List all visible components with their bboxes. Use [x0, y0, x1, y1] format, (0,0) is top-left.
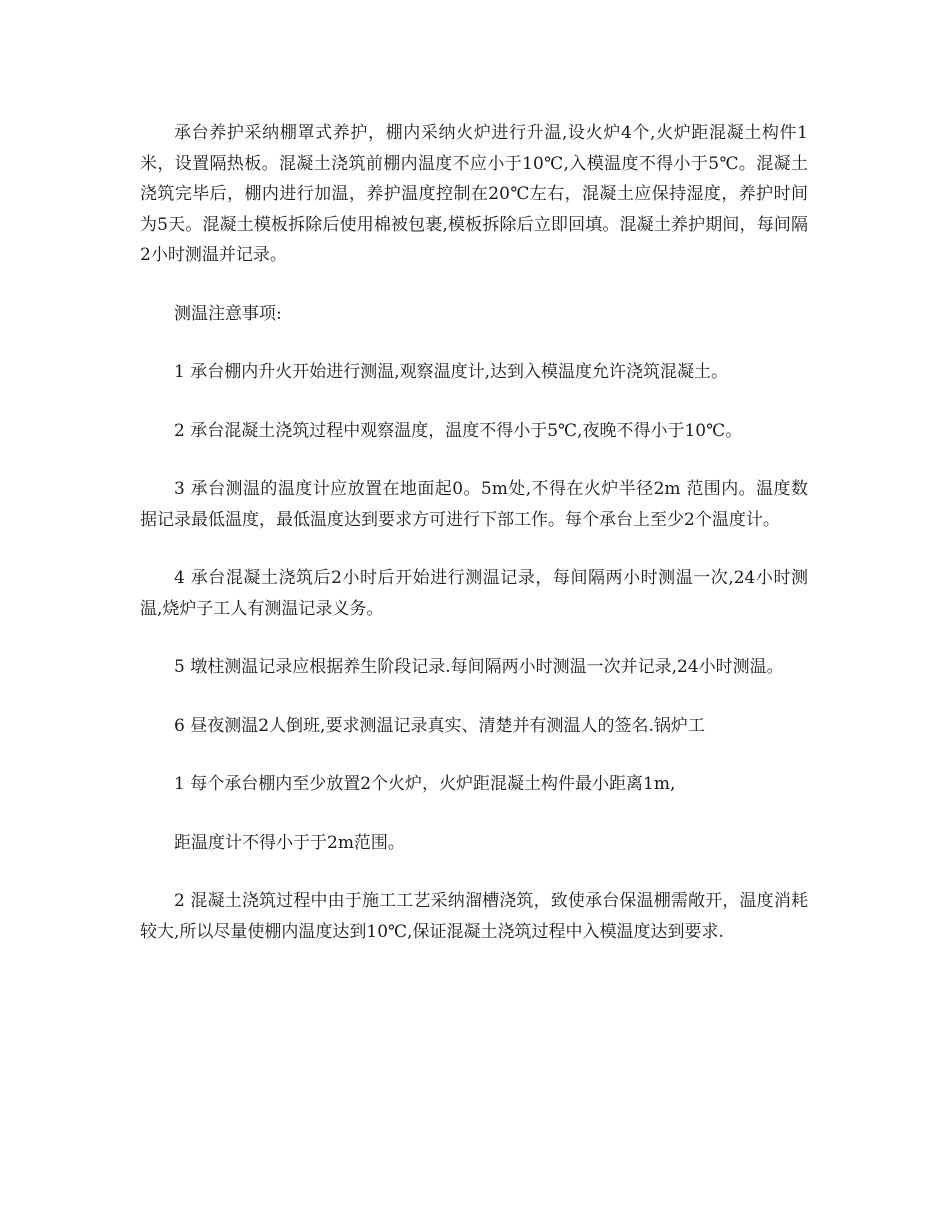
paragraph-gap [140, 388, 808, 416]
paragraph-gap [140, 271, 808, 299]
paragraph-gap [140, 446, 808, 474]
paragraph-note-1: 1 承台棚内升火开始进行测温,观察温度计,达到入模温度允许浇筑混凝土。 [174, 362, 729, 382]
paragraph-curing-method: 承台养护采纳棚罩式养护，棚内采纳火炉进行升温,设火炉4个,火炉距混凝土构件1米，设置隔热板。混凝土浇筑前棚内温度不应小于10℃,入模温度不得小于5℃。混凝土浇筑完毕后，棚内进行加温，养护温度控制在20℃左右，混凝土应保持湿度，养护时间为5天。混凝土模板拆除后使用棉被包裹,模板拆除后立即回填。混凝土养护期间，每间隔2小时测温并记录。 [140, 123, 808, 265]
document-body [140, 118, 808, 947]
paragraph-note-6: 6 昼夜测温2人倒班,要求测温记录真实、清楚并有测温人的签名.锅炉工 [174, 715, 705, 736]
paragraph-gap [140, 329, 808, 357]
paragraph-note-5: 5 墩柱测温记录应根据养生阶段记录.每间隔两小时测温一次并记录,24小时测温。 [174, 657, 784, 677]
paragraph-note-3: 3 承台测温的温度计应放置在地面起0。5m处,不得在火炉半径2m 范围内。温度数据记录最低温度，最低温度达到要求方可进行下部工作。每个承台上至少2个温度计。 [140, 479, 808, 530]
paragraph-gap [140, 624, 808, 652]
paragraph-boiler-1: 1 每个承台棚内至少放置2个火炉，火炉距混凝土构件最小距离1m, [174, 774, 676, 794]
paragraph-gap [140, 535, 808, 563]
paragraph-boiler-2: 2 混凝土浇筑过程中由于施工工艺采纳溜槽浇筑，致使承台保温棚需敞开，温度消耗较大,所以尽量使棚内温度达到10℃,保证混凝土浇筑过程中入模温度达到要求. [140, 891, 808, 942]
paragraph-gap [140, 800, 808, 828]
paragraph-note-2: 2 承台混凝土浇筑过程中观察温度，温度不得小于5℃,夜晚不得小于10℃。 [174, 420, 743, 441]
paragraph-gap [140, 683, 808, 711]
paragraph-note-4: 4 承台混凝土浇筑后2小时后开始进行测温记录，每间隔两小时测温一次,24小时测温,烧炉子工人有测温记录义务。 [140, 568, 808, 619]
paragraph-gap [140, 858, 808, 886]
paragraph-gap [140, 741, 808, 769]
paragraph-boiler-1-cont: 距温度计不得小于于2m范围。 [174, 832, 405, 853]
paragraph-measurement-notes-heading: 测温注意事项: [174, 303, 282, 324]
